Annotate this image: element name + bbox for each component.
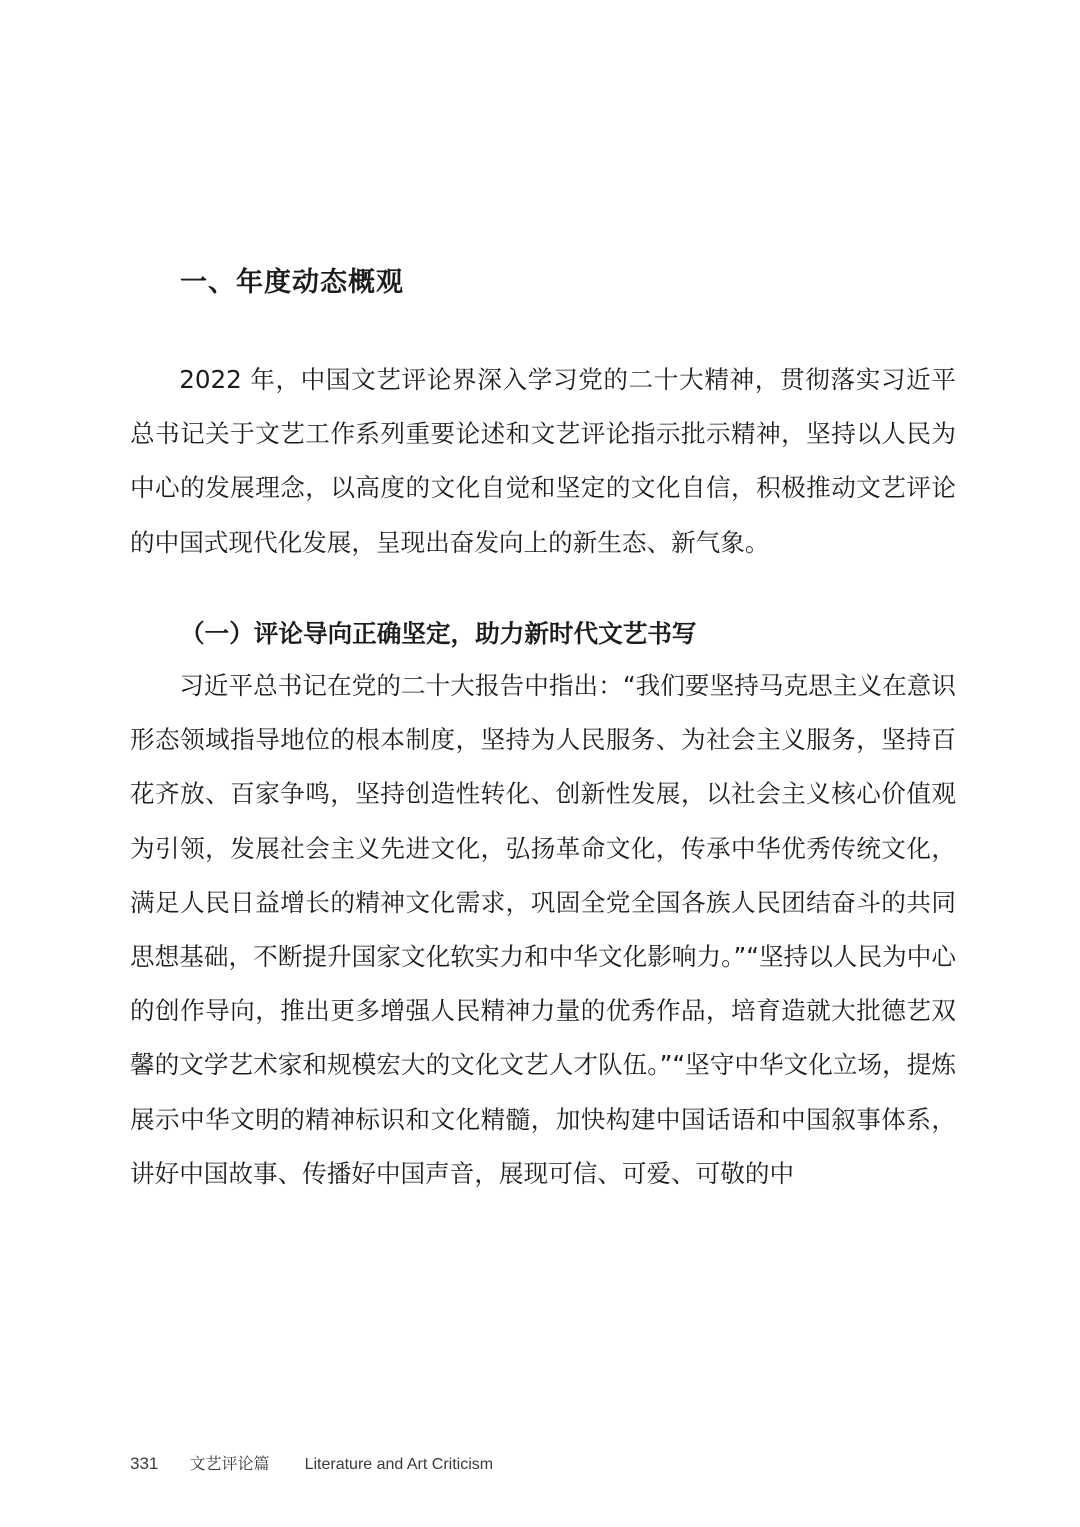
intro-paragraph: 2022 年，中国文艺评论界深入学习党的二十大精神，贯彻落实习近平总书记关于文艺工作系列重要论述和文艺评论指示批示精神，坚持以人民为中心的发展理念，以高度的文化自觉和坚定的文化自信，积极推动文艺评论的中国式现代化发展，呈现出奋发向上的新生态、新气象。	[130, 365, 956, 557]
page-number: 331	[130, 1454, 159, 1473]
footer-section-chinese: 文艺评论篇	[189, 1454, 270, 1473]
section-heading: 一、年度动态概观	[180, 267, 404, 298]
sub-heading: （一）评论导向正确坚定，助力新时代文艺书写	[180, 619, 697, 648]
body-paragraph: 习近平总书记在党的二十大报告中指出：“我们要坚持马克思主义在意识形态领域指导地位的根本制度，坚持为人民服务、为社会主义服务，坚持百花齐放、百家争鸣，坚持创造性转化、创新性发展，以社会主义核心价值观为引领，发展社会主义先进文化，弘扬革命文化，传承中华优秀传统文化，满足人民日益增长的精神文化需求，巩固全党全国各族人民团结奋斗的共同思想基础，不断提升国家文化软实力和中华文化影响力。”“坚持以人民为中心的创作导向，推出更多增强人民精神力量的优秀作品，培育造就大批德艺双馨的文学艺术家和规模宏大的文化文艺人才队伍。”“坚守中华文化立场，提炼展示中华文明的精神标识和文化精髓，加快构建中国话语和中国叙事体系，讲好中国故事、传播好中国声音，展现可信、可爱、可敬的中	[130, 671, 956, 1188]
page-footer	[130, 1451, 493, 1474]
footer-section-english: Literature and Art Criticism	[304, 1456, 494, 1473]
